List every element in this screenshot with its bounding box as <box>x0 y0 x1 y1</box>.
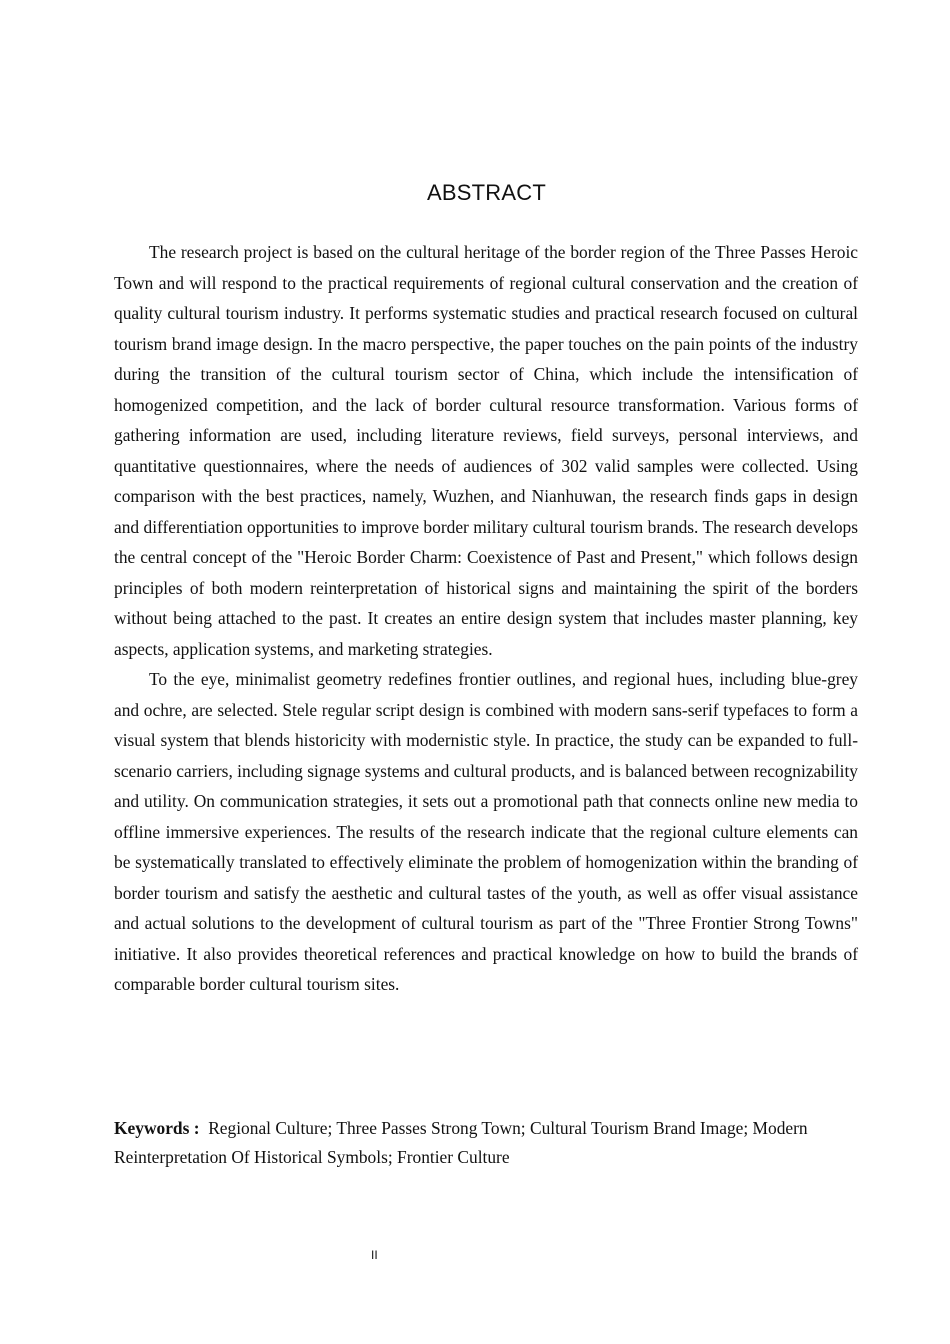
keywords-section <box>114 1114 858 1172</box>
page-number: II <box>371 1248 378 1262</box>
abstract-paragraph-2: To the eye, minimalist geometry redefines frontier outlines, and regional hues, including blue-grey and ochre, are selected. Stele regular script design is combined with modern sans-serif typefaces to form a visual system that blends historicity with modernistic style. In practice, the study can be expanded to full-scenario carriers, including signage systems and cultural products, and is balanced between recognizability and utility. On communication strategies, it sets out a promotional path that connects online new media to offline immersive experiences. The results of the research indicate that the regional culture elements can be systematically translated to effectively eliminate the problem of homogenization within the branding of border tourism and satisfy the aesthetic and cultural tastes of the youth, as well as offer visual assistance and actual solutions to the development of cultural tourism as part of the "Three Frontier Strong Towns" initiative. It also provides theoretical references and practical knowledge on how to build the brands of comparable border cultural tourism sites. <box>114 669 858 994</box>
page-title: ABSTRACT <box>427 180 546 205</box>
abstract-body <box>114 237 858 1000</box>
keywords-text: Regional Culture; Three Passes Strong Town; Cultural Tourism Brand Image; Modern Reinterpretation Of Historical Symbols; Frontier Culture <box>114 1118 808 1167</box>
abstract-paragraph-1: The research project is based on the cultural heritage of the border region of the Three Passes Heroic Town and will respond to the practical requirements of regional cultural conservation and the creation of quality cultural tourism industry. It performs systematic studies and practical research focused on cultural tourism brand image design. In the macro perspective, the paper touches on the pain points of the industry during the transition of the cultural tourism sector of China, which include the intensification of homogenized competition, and the lack of border cultural resource transformation. Various forms of gathering information are used, including literature reviews, field surveys, personal interviews, and quantitative questionnaires, where the needs of audiences of 302 valid samples were collected. Using comparison with the best practices, namely, Wuzhen, and Nianhuwan, the research finds gaps in design and differentiation opportunities to improve border military cultural tourism brands. The research develops the central concept of the "Heroic Border Charm: Coexistence of Past and Present," which follows design principles of both modern reinterpretation of historical signs and maintaining the spirit of the borders without being attached to the past. It creates an entire design system that includes master planning, key aspects, application systems, and marketing strategies. <box>114 242 858 659</box>
keywords-label: Keywords : <box>114 1118 200 1138</box>
